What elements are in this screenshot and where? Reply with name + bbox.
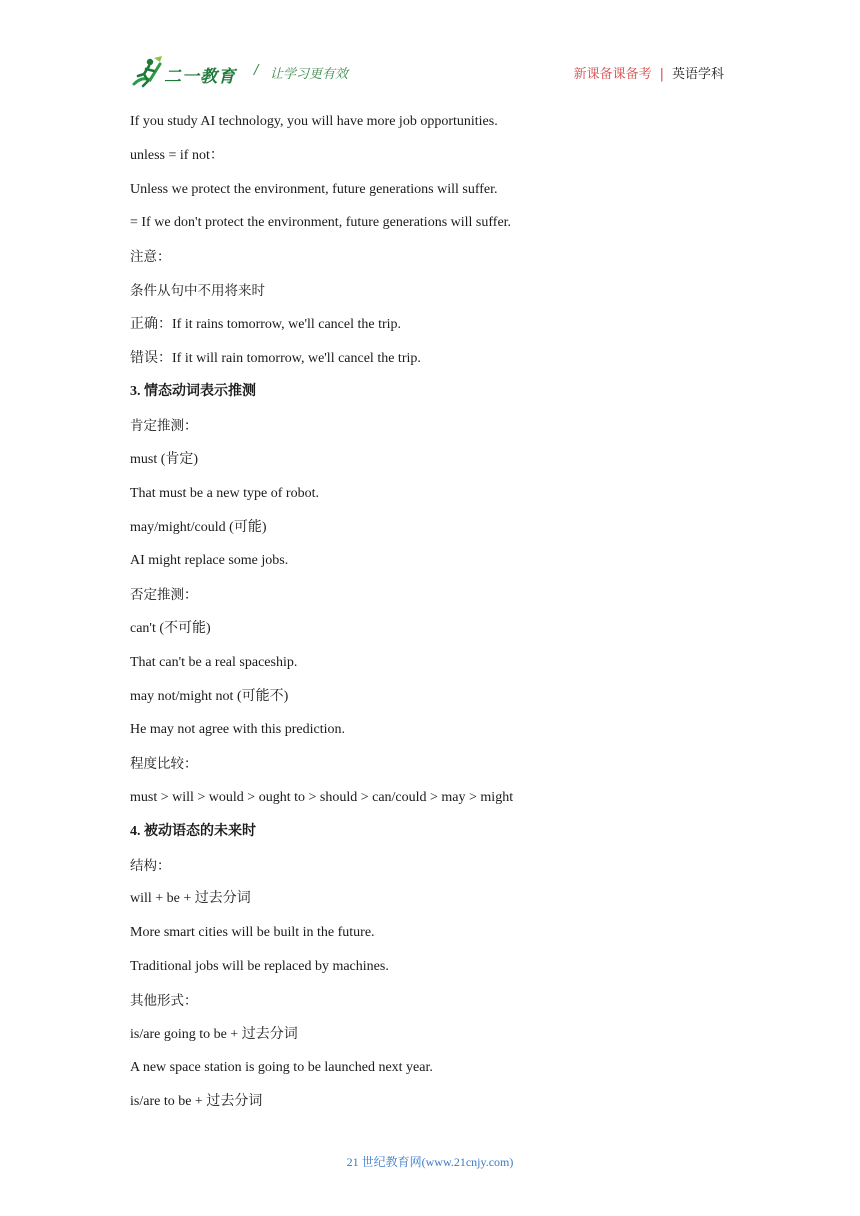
- text-line: 错误：If it will rain tomorrow, we'll cancel the trip.: [130, 350, 421, 366]
- header-subject-label: [574, 63, 724, 82]
- slogan: 让学习更有效: [270, 67, 349, 82]
- text-line: can't (不可能): [130, 620, 211, 636]
- document-body: [130, 112, 730, 1126]
- header-course-label: 新课备课备考: [573, 67, 652, 82]
- text-line: A new space station is going to be launched next year.: [130, 1060, 433, 1076]
- text-line: If you study AI technology, you will have more job opportunities.: [130, 114, 498, 129]
- text-line: Unless we protect the environment, future generations will suffer.: [130, 181, 498, 197]
- text-line: 条件从句中不用将来时: [130, 282, 265, 299]
- logo: [130, 54, 238, 90]
- text-line: is/are going to be + 过去分词: [130, 1026, 298, 1042]
- section-heading: 3. 情态动词表示推测: [130, 384, 256, 400]
- text-line: 肯定推测：: [130, 418, 198, 435]
- text-line: may/might/could (可能): [130, 519, 267, 535]
- section-heading: 4. 被动语态的未来时: [130, 823, 256, 839]
- text-line: AI might replace some jobs.: [130, 553, 289, 569]
- text-line: 注意：: [130, 249, 171, 266]
- text-line: may not/might not (可能不): [130, 688, 289, 704]
- text-line: must (肯定): [130, 451, 199, 467]
- page-footer: 21 世纪教育网(www.21cnjy.com): [346, 1155, 514, 1169]
- text-line: 结构：: [130, 857, 171, 874]
- text-line: is/are to be + 过去分词: [130, 1094, 263, 1110]
- text-line: He may not agree with this prediction.: [130, 722, 345, 738]
- text-line: must > will > would > ought to > should > can/could > may > might: [130, 789, 514, 805]
- logo-text: 二一教育: [164, 67, 236, 87]
- text-line: 程度比较：: [130, 756, 198, 773]
- text-line: 其他形式：: [130, 992, 198, 1009]
- header-subject: 英语学科: [671, 67, 724, 82]
- text-line: That must be a new type of robot.: [130, 485, 319, 501]
- text-line: That can't be a real spaceship.: [130, 654, 298, 670]
- text-line: 正确：If it rains tomorrow, we'll cancel the trip.: [130, 316, 402, 332]
- page-header: [130, 54, 730, 94]
- runner-logo-icon: [130, 54, 164, 90]
- header-divider: |: [659, 67, 664, 82]
- text-line: Traditional jobs will be replaced by machines.: [130, 958, 389, 974]
- text-line: More smart cities will be built in the future.: [130, 925, 375, 941]
- text-line: unless = if not：: [130, 147, 224, 163]
- text-line: will + be + 过去分词: [130, 891, 251, 907]
- slogan-separator: /: [254, 63, 259, 78]
- text-line: = If we don't protect the environment, future generations will suffer.: [130, 215, 512, 231]
- text-line: 否定推测：: [130, 587, 198, 604]
